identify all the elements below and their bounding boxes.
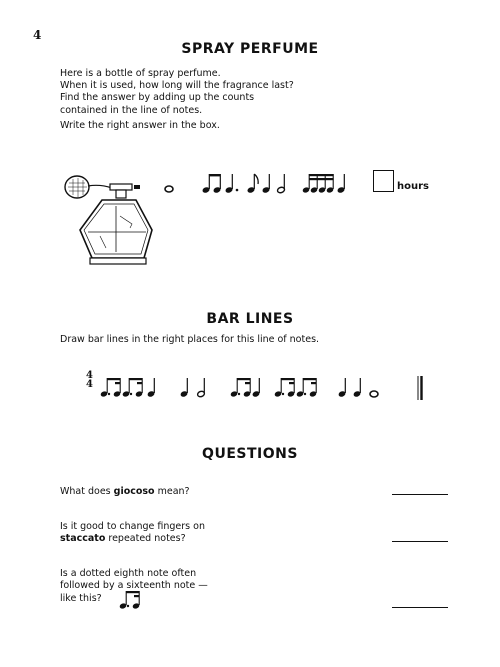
beamed-sixteenth-notes <box>302 174 334 194</box>
perfume-bottle-icon <box>60 166 160 271</box>
question-1: What does giocoso mean? <box>60 486 190 497</box>
time-sig-bottom: 4 <box>86 379 93 390</box>
perfume-note-line <box>160 168 400 198</box>
answer-box[interactable] <box>373 170 394 192</box>
spray-perfume-title: SPRAY PERFUME <box>181 41 319 57</box>
dotted-eighth-sixteenth-example <box>118 588 148 612</box>
spray-perfume-instructions: Here is a bottle of spray perfume. When it is used, how long will the fragrance last? Find the answer by adding up the counts contained in the line of notes. <box>60 68 294 116</box>
beamed-eighth-notes <box>202 174 222 194</box>
bar-lines-note-line <box>96 372 436 402</box>
answer-line-2[interactable] <box>392 541 448 542</box>
quarter-note <box>262 174 271 194</box>
quarter-note-final <box>337 174 346 194</box>
answer-line-3[interactable] <box>392 607 448 608</box>
time-sig-top: 4 <box>86 370 93 381</box>
bar-lines-instructions: Draw bar lines in the right places for this line of notes. <box>60 334 320 345</box>
dotted-quarter-note <box>225 174 239 194</box>
answer-line-1[interactable] <box>392 494 448 495</box>
hours-label: hours <box>397 181 429 192</box>
spray-perfume-write-answer: Write the right answer in the box. <box>60 120 220 131</box>
time-signature <box>86 371 93 389</box>
question-2-term: staccato <box>60 533 106 545</box>
whole-note <box>165 186 173 192</box>
question-1-term: giocoso <box>113 486 155 497</box>
page-number: 4 <box>33 28 42 42</box>
question-3: Is a dotted eighth note often followed by a sixteenth note — like this? <box>60 568 208 604</box>
questions-title: QUESTIONS <box>202 446 298 462</box>
half-note <box>277 174 286 194</box>
question-2: Is it good to change fingers on staccato repeated notes? <box>60 521 205 545</box>
eighth-note <box>247 174 258 194</box>
bar-lines-title: BAR LINES <box>206 311 294 327</box>
